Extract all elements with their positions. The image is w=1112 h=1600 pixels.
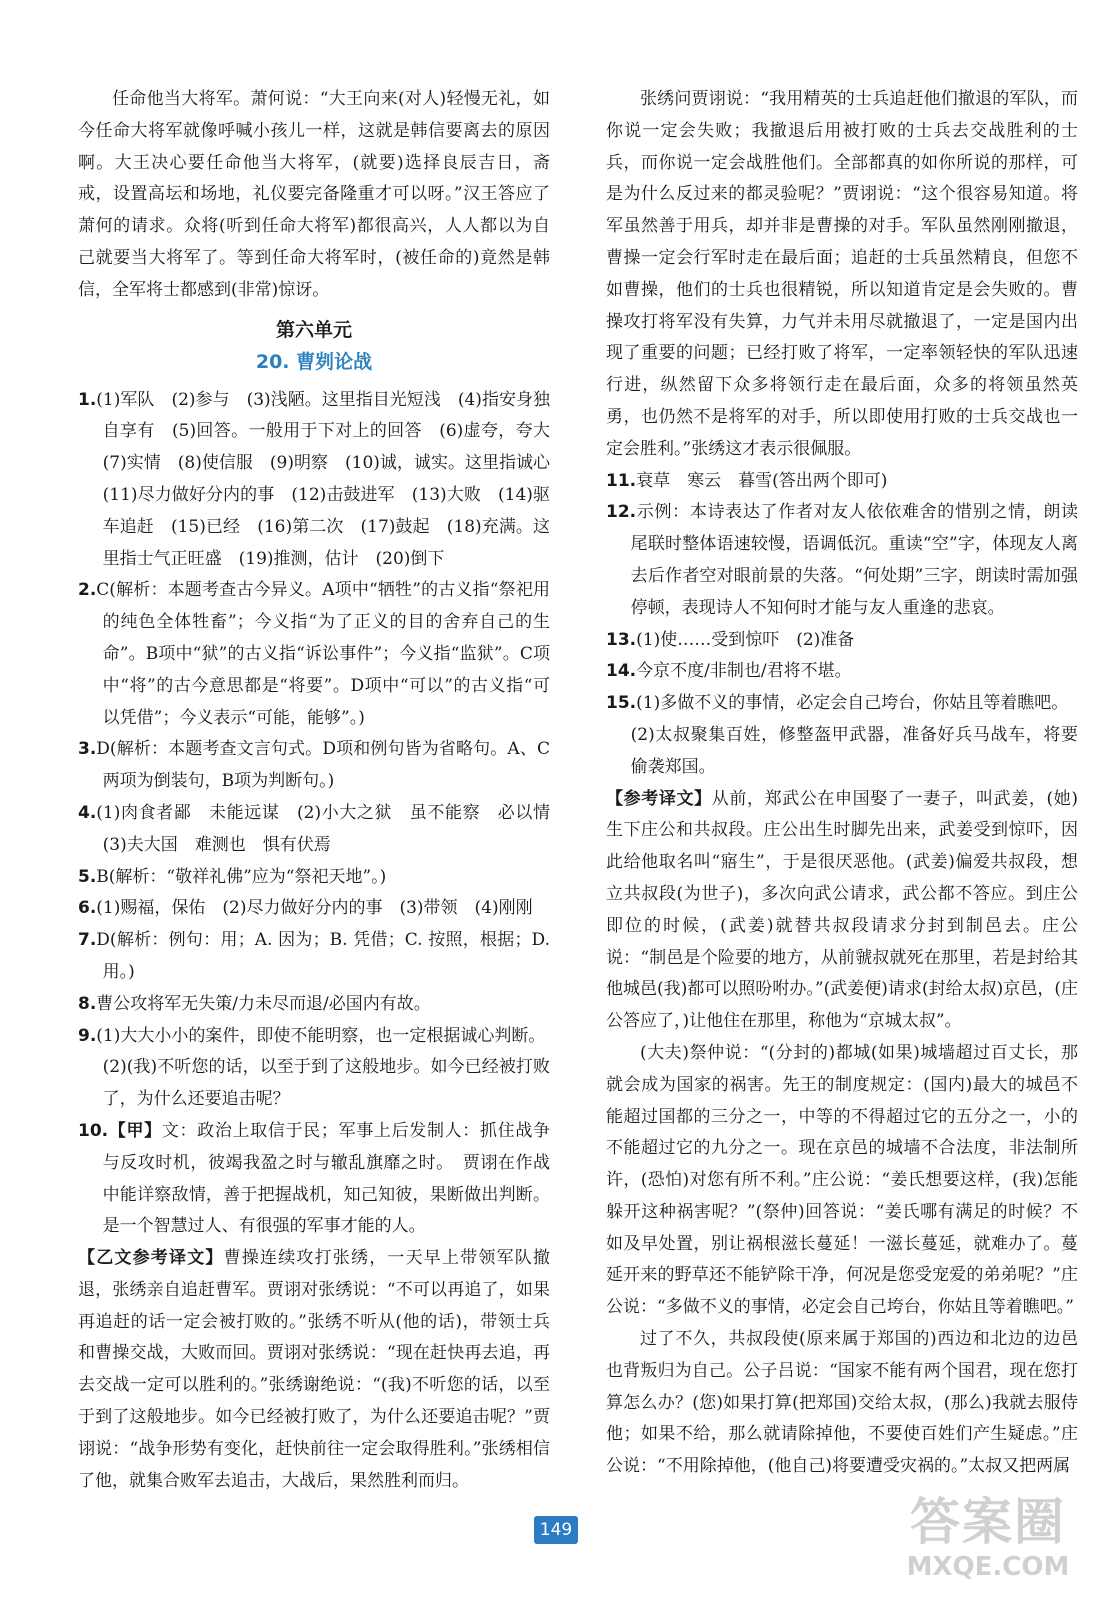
item-text: (1)肉食者鄙 未能远谋 (2)小大之狱 虽不能察 必以情 (3)夫大国 难测也 惧有伏焉: [96, 802, 567, 855]
item-text: 曹公攻将军无失策/力未尽而退/必国内有故。: [96, 993, 431, 1014]
item-tag: 【甲】: [108, 1120, 162, 1141]
item-text: (1)大大小小的案件，即使不能明察，也一定根据诚心判断。: [96, 1025, 546, 1046]
item-number: 7.: [78, 930, 97, 951]
answer-item: [78, 989, 550, 1021]
item-number: 9.: [78, 1025, 97, 1046]
item-text: (1)多做不义的事情，必定会自己垮台，你姑且等着瞧吧。: [636, 693, 1069, 714]
item-number: 3.: [78, 739, 97, 760]
item-text: D(解析：本题考查文言句式。D项和例句皆为省略句。A、C两项为倒装句，B项为判断句。): [96, 739, 550, 792]
item-number: 5.: [78, 866, 97, 887]
watermark-domain: MXQE.COM: [906, 1552, 1070, 1582]
item-number: 12.: [606, 502, 637, 523]
answer-item: [78, 893, 550, 925]
item-number: 6.: [78, 898, 97, 919]
translation-text: 曹操连续攻打张绣，一天早上带领军队撤退，张绣亲自追赶曹军。贾诩对张绣说：“不可以再追了，如果再追赶的话一定会被打败的。”张绣不听从(他的话)，带领士兵和曹操交战，大败而回。贾诩对张绣说：“现在赶快再去追，再去交战一定可以胜利的。”张绣谢绝说：“(我)不听您的话，以至于到了这般地步。如今已经被打败了，为什么还要追击呢？”贾诩说：“战争形势有变化，赶快前往一定会取得胜利。”张绣相信了他，就集合败军去追击，大战后，果然胜利而归。: [78, 1248, 551, 1491]
item-number: 10.: [78, 1120, 109, 1141]
translation-paragraph: 过了不久，共叔段使(原来属于郑国的)西边和北边的边邑也背叛归为自己。公子吕说：“国家不能有两个国君，现在您打算怎么办？(您)如果打算(把郑国)交给太叔，(那么)我就去服侍他；如果不给，那么就请除掉他，不要使百姓们产生疑虑。”庄公说：“不用除掉他，(他自己)将要遭受灾祸的。”太叔又把两属: [606, 1329, 1078, 1477]
watermark-logo: [888, 1492, 1088, 1592]
answer-item: [606, 497, 1078, 624]
answer-item: [606, 688, 1078, 720]
item-text: B(解析：“敬祥礼佛”应为“祭祀天地”。): [96, 866, 387, 887]
answer-item: [606, 656, 1078, 688]
answer-item: [78, 925, 550, 989]
translation-block: [606, 784, 1078, 1038]
answer-item: [606, 625, 1078, 657]
item-text: (1)使……受到惊吓 (2)准备: [636, 629, 855, 650]
intro-paragraph: 任命他当大将军。萧何说：“大王向来(对人)轻慢无礼，如今任命大将军就像呼喊小孩儿一样，这就是韩信要离去的原因啊。大王决心要任命他当大将军，(就要)选择良辰吉日，斋戒，设置高坛和场地，礼仪要完备隆重才可以呀。”汉王答应了萧何的请求。众将(听到任命大将军)都很高兴，人人都以为自己就要当大将军了。等到任命大将军时，(被任命的)竟然是韩信，全军将士都感到(非常)惊讶。: [78, 89, 550, 300]
item-continuation: (2)(我)不听您的话，以至于到了这般地步。如今已经被打败了，为什么还要追击呢？: [102, 1057, 550, 1110]
item-continuation: (2)太叔聚集百姓，修整盔甲武器，准备好兵马战车，将要偷袭郑国。: [630, 724, 1078, 777]
answer-item: [78, 1021, 550, 1053]
item-number: 1.: [78, 389, 97, 410]
unit-title: 第六单元: [275, 318, 352, 341]
translation-block: [78, 1243, 550, 1497]
lesson-title: 20. 曹刿论战: [255, 350, 373, 373]
item-text: 示例：本诗表达了作者对友人依依难舍的惜别之情，朗读尾联时整体语速较慢，语调低沉。重读“空”字，体现友人离去后作者空对眼前景的失落。“何处期”三字，朗读时需加强停顿，表现诗人不知何时才能与友人重逢的悲哀。: [630, 502, 1078, 618]
page-number: 149: [534, 1516, 578, 1544]
answer-item: [78, 798, 567, 862]
item-number: 14.: [606, 661, 637, 682]
answer-item: [78, 734, 550, 798]
item-text: C(解析：本题考查古今异义。A项中“牺牲”的古义指“祭祀用的纯色全体牲畜”；今义指“为了正义的目的舍弃自己的生命”。B项中“狱”的古义指“诉讼事件”；今义指“监狱”。C项中“将”的古今意思都是“将要”。D项中“可以”的古义指“可以凭借”；今义表示“可能，能够”。): [96, 580, 550, 728]
item-text: 衰草 寒云 暮雪(答出两个即可): [636, 470, 888, 491]
item-number: 8.: [78, 993, 97, 1014]
item-number: 2.: [78, 580, 97, 601]
answer-item: [78, 1116, 550, 1243]
continued-paragraph: 张绣问贾诩说：“我用精英的士兵追赶他们撤退的军队，而你说一定会失败；我撤退后用被打败的士兵去交战胜利的士兵，而你说一定会战胜他们。全部都真的如你所说的那样，可是为什么反过来的都灵验呢？”贾诩说：“这个很容易知道。将军虽然善于用兵，却并非是曹操的对手。军队虽然刚刚撤退，曹操一定会行军时走在最后面；追赶的士兵虽然精良，但您不如曹操，他们的士兵也很精锐，所以知道肯定是会失败的。曹操攻打将军没有失算，力气并未用尽就撤退了，一定是国内出现了重要的问题；已经打败了将军，一定率领轻快的军队迅速行进，纵然留下众多将领行走在最后面，众多的将领虽然英勇，也仍然不是将军的对手，所以即使用打败的士兵交战也一定会胜利。”张绣这才表示很佩服。: [606, 89, 1078, 459]
item-number: 4.: [78, 802, 97, 823]
translation-label: 【参考译文】: [606, 788, 712, 809]
item-text: 今京不度/非制也/君将不堪。: [636, 661, 852, 682]
item-text: (1)军队 (2)参与 (3)浅陋。这里指目光短浅 (4)指安身独自享有 (5)回答。一般用于下对上的回答 (6)虚夸，夸大 (7)实情 (8)使信服 (9)明察 (10)诚，诚实。这里指诚心 (11)尽力做好分内的事 (12)击鼓进军 (13)大败 (14)驱车追赶 (15)已经 (16)第二次 (17)鼓起 (18)充满。这里指士气正旺盛 (19)推测，估计 (20)倒下: [96, 389, 567, 569]
answer-item: [78, 575, 550, 734]
right-column: [606, 84, 1078, 1483]
watermark-logo-text: 答案圈: [910, 1493, 1066, 1551]
answer-item: [78, 862, 550, 894]
answer-item: [606, 466, 1078, 498]
item-number: 15.: [606, 693, 637, 714]
translation-text: 从前，郑武公在申国娶了一妻子，叫武姜，(她)生下庄公和共叔段。庄公出生时脚先出来，武姜受到惊吓，因此给他取名叫“寤生”，于是很厌恶他。(武姜)偏爱共叔段，想立共叔段(为世子)，多次向武公请求，武公都不答应。到庄公即位的时候，(武姜)就替共叔段请求分封到制邑去。庄公说：“制邑是个险要的地方，从前虢叔就死在那里，若是封给其他城邑(我)都可以照吩咐办。”(武姜便)请求(封给太叔)京邑，(庄公答应了，)让他住在那里，称他为“京城太叔”。: [606, 788, 1078, 1032]
answer-item: [78, 385, 567, 576]
item-number: 11.: [606, 470, 637, 491]
item-text: D(解析：例句：用；A. 因为；B. 凭借；C. 按照，根据；D. 用。): [96, 930, 550, 982]
translation-label: 【乙文参考译文】: [78, 1248, 224, 1269]
translation-paragraph: (大夫)祭仲说：“(分封的)都城(如果)城墙超过百丈长，那就会成为国家的祸害。先王的制度规定：(国内)最大的城邑不能超过国都的三分之一，中等的不得超过它的五分之一，小的不能超过它的九分之一。现在京邑的城墙不合法度，非法制所许，(恐怕)对您有所不利。”庄公说：“姜氏想要这样，(我)怎能躲开这种祸害呢？”(祭仲)回答说：“姜氏哪有满足的时候？不如及早处置，别让祸根滋长蔓延！一滋长蔓延，就难办了。蔓延开来的野草还不能铲除干净，何况是您受宠爱的弟弟呢？”庄公说：“多做不义的事情，必定会自己垮台，你姑且等着瞧吧。”: [606, 1042, 1078, 1318]
item-text: 文：政治上取信于民；军事上后发制人：抓住战争与反攻时机，彼竭我盈之时与辙乱旗靡之时。 贾诩在作战中能详察敌情，善于把握战机，知己知彼，果断做出判断。是一个智慧过人、有很强的军事才能的人。: [102, 1120, 551, 1237]
item-number: 13.: [606, 629, 637, 650]
item-text: (1)赐福，保佑 (2)尽力做好分内的事 (3)带领 (4)刚刚: [96, 898, 533, 919]
left-column: [78, 84, 567, 1497]
